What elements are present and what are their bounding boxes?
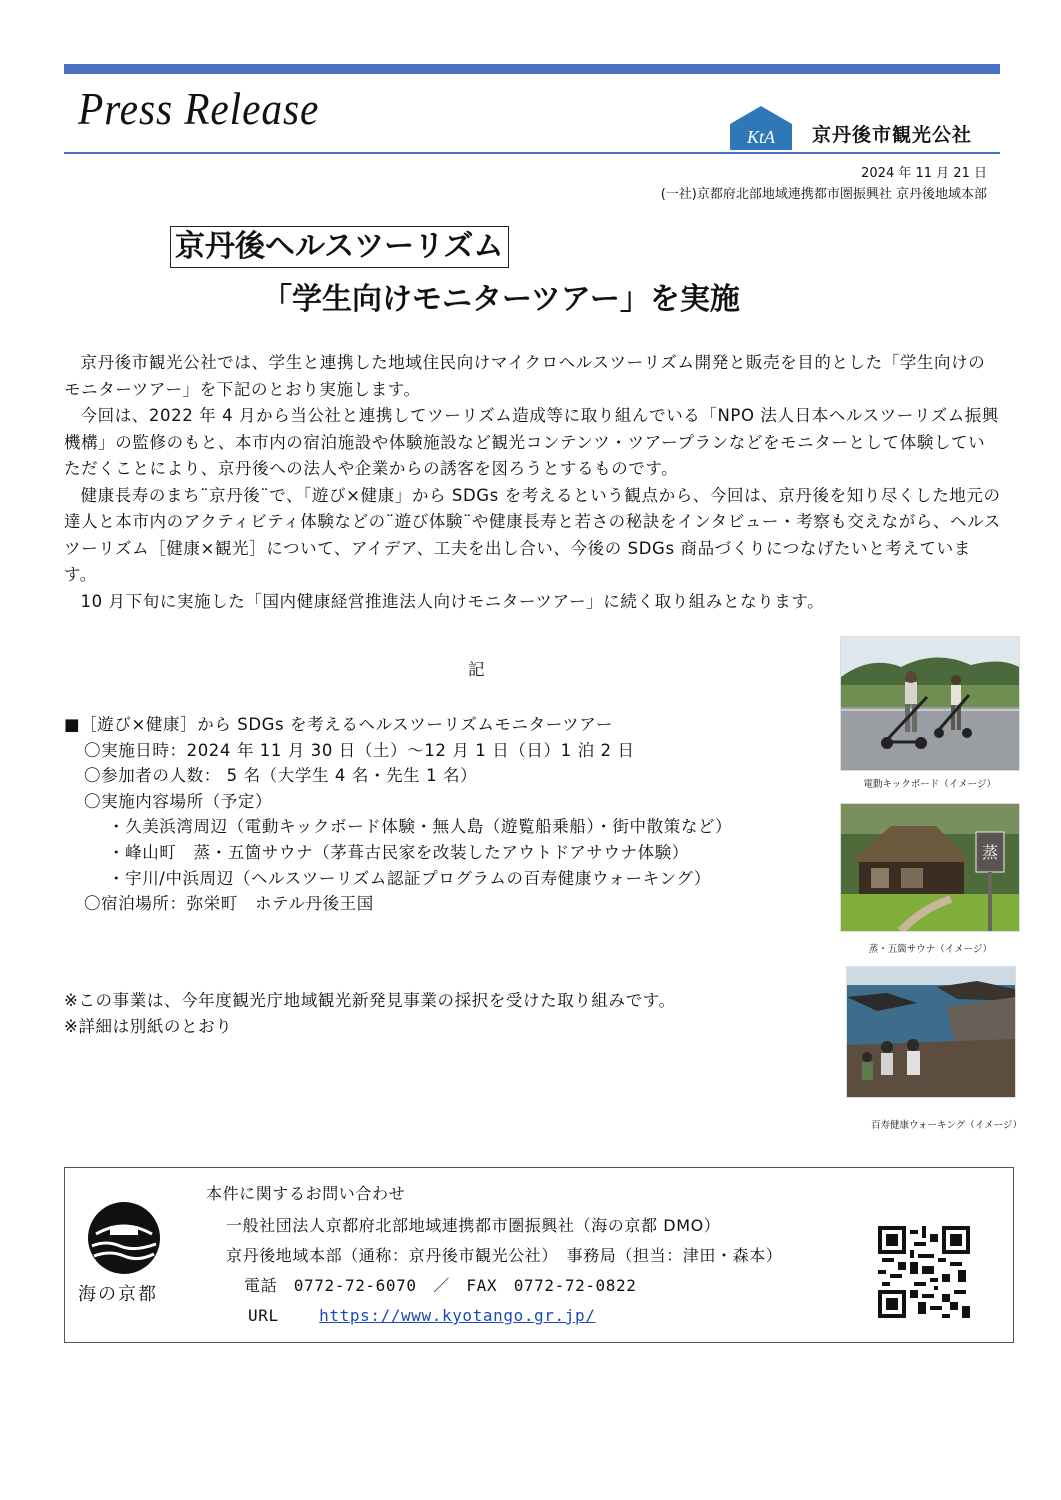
tour-details [64, 712, 732, 917]
logo-text: KtA [746, 127, 776, 147]
org-name: 京丹後市観光公社 [812, 124, 973, 146]
title-line-2: 「学生向けモニターツアー」を実施 [262, 282, 740, 317]
title-line-1: 京丹後ヘルスツーリズム [170, 226, 509, 268]
header-underline [64, 152, 1000, 154]
paragraph-4: 10 月下旬に実施した「国内健康経営推進法人向けモニターツアー」に続く取り組みとなります。 [80, 591, 825, 611]
umi-no-kyoto-logo [86, 1200, 162, 1276]
url-label: URL [248, 1306, 279, 1325]
website-link[interactable]: https://www.kyotango.gr.jp/ [319, 1306, 596, 1325]
notes [64, 988, 676, 1040]
department: (一社)京都府北部地域連携都市圏振興社 京丹後地域本部 [660, 187, 987, 202]
details-item: ・峰山町 蒸・五箇サウナ（茅葺古民家を改装したアウトドアサウナ体験） [108, 842, 689, 862]
kickboard-photo [840, 636, 1020, 771]
header-bar [64, 64, 1000, 74]
details-date: 〇実施日時：2024 年 11 月 30 日（土）～12 月 1 日（日）1 泊 2 日 [84, 740, 635, 760]
ki-mark: 記 [468, 660, 485, 679]
sauna-sign: 蒸 [981, 843, 999, 862]
walking-photo [846, 966, 1016, 1098]
umi-no-kyoto-label: 海の京都 [78, 1284, 158, 1305]
contact-heading: 本件に関するお問い合わせ [206, 1184, 406, 1203]
contact-tel-fax: 電話 0772-72-6070 ／ FAX 0772-72-0822 [244, 1276, 637, 1295]
details-content-label: 〇実施内容場所（予定） [84, 791, 273, 811]
photo-caption: 百寿健康ウォーキング（イメージ） [870, 1120, 1022, 1131]
details-lodging: 〇宿泊場所：弥栄町 ホテル丹後王国 [84, 894, 374, 914]
sauna-photo [840, 803, 1020, 932]
details-heading: ■［遊び×健康］から SDGs を考えるヘルスツーリズムモニターツアー [64, 715, 613, 734]
body-text [64, 350, 1002, 615]
contact-org: 一般社団法人京都府北部地域連携都市圏振興社（海の京都 DMO） [226, 1216, 721, 1235]
details-item: ・久美浜湾周辺（電動キックボード体験・無人島（遊覧船乗船）・街中散策など） [108, 817, 733, 837]
qr-code[interactable] [878, 1226, 970, 1318]
kta-logo [728, 104, 794, 152]
contact-branch: 京丹後地域本部（通称：京丹後市観光公社） 事務局（担当：津田・森本） [226, 1246, 783, 1265]
release-date: 2024 年 11 月 21 日 [861, 166, 987, 181]
details-participants: 〇参加者の人数： 5 名（大学生 4 名・先生 1 名） [84, 766, 478, 786]
paragraph-2: 今回は、2022 年 4 月から当公社と連携してツーリズム造成等に取り組んでいる「NPO 法人日本ヘルスツーリズム振興機構」の監修のもと、本市内の宿泊施設や体験施設など観光コンテンツ・ツアープランなどをモニターとして体験していただくことにより、京丹後への法人や企業からの誘客を図ろうとするものです。 [64, 406, 999, 478]
details-item: ・宇川/中浜周辺（ヘルスツーリズム認証プログラムの百寿健康ウォーキング） [108, 868, 712, 888]
photo-caption: 電動キックボード（イメージ） [863, 779, 996, 790]
press-release-heading: Press Release [78, 83, 320, 134]
note: ※この事業は、今年度観光庁地域観光新発見事業の採択を受けた取り組みです。 [64, 991, 676, 1010]
note: ※詳細は別紙のとおり [64, 1017, 233, 1036]
paragraph-3: 健康長寿のまち¨京丹後¨で、「遊び×健康」から SDGs を考えるという観点から、今回は、京丹後を知り尽くした地元の達人と本市内のアクティビティ体験などの¨遊び体験¨や健康長寿と若さの秘訣をインタビュー・考察も交えながら、ヘルスツーリズム［健康×観光］について、アイデア、工夫を出し合い、今後の SDGs 商品づくりにつなげたいと考えています。 [64, 485, 1001, 584]
photo-caption: 蒸・五箇サウナ（イメージ） [868, 944, 992, 955]
paragraph-1: 京丹後市観光公社では、学生と連携した地域住民向けマイクロヘルスツーリズム開発と販売を目的とした「学生向けのモニターツアー」を下記のとおり実施します。 [64, 353, 986, 399]
